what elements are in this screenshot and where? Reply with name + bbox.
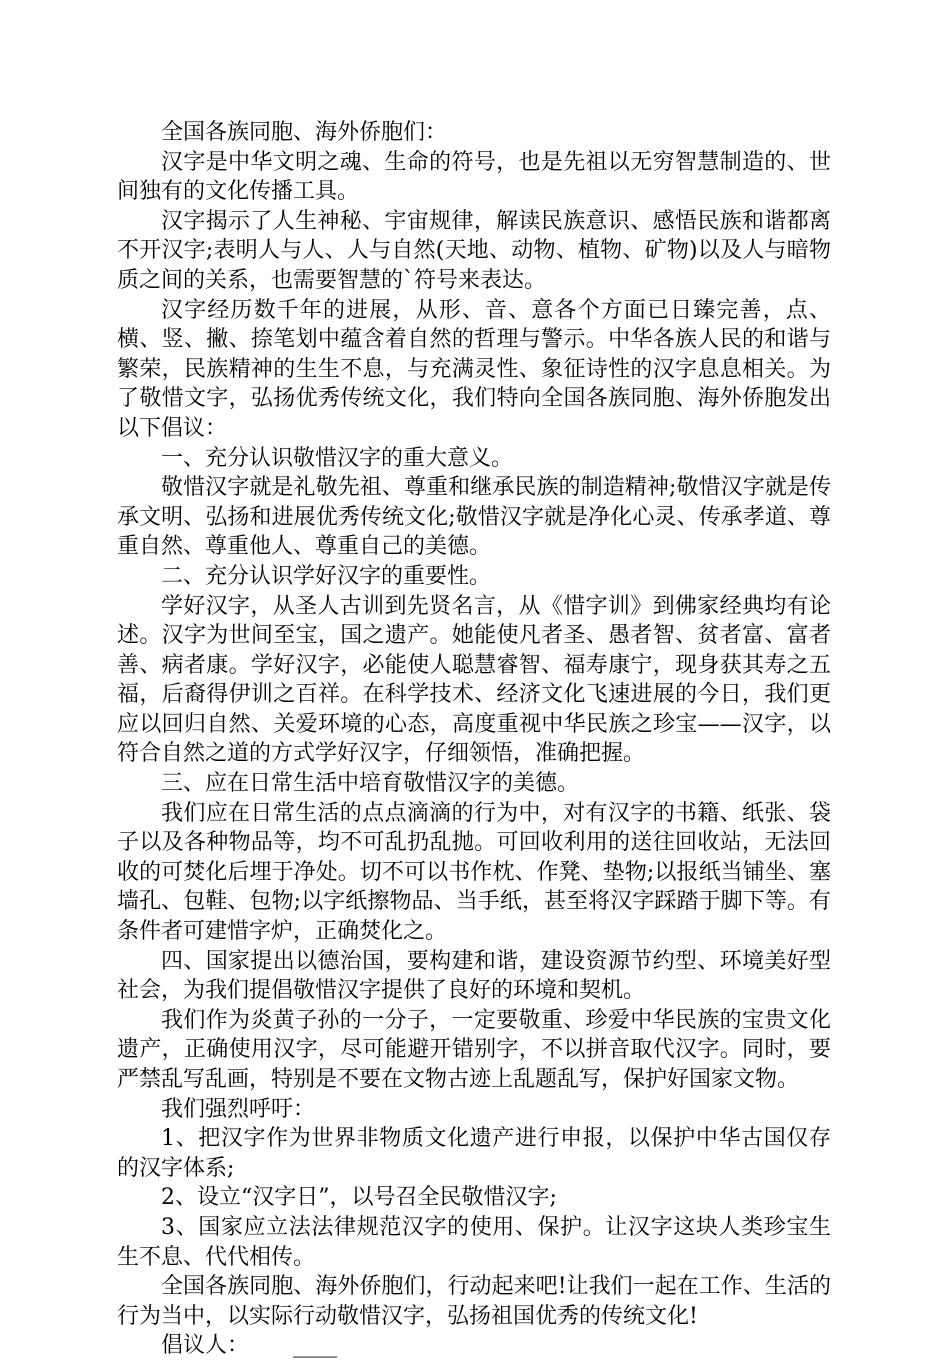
section-heading-2: 二、充分认识学好汉字的重要性。	[161, 563, 492, 589]
paragraph-4: 敬惜汉字就是礼敬先祖、尊重和继承民族的制造精神;敬惜汉字就是传承文明、弘扬和进展优秀传统文化;敬惜汉字就是净化心灵、传承孝道、尊重自然、尊重他人、尊重自己的美德。	[117, 475, 831, 560]
paragraph-1: 汉字是中华文明之魂、生命的符号，也是先祖以无穷智慧制造的、世间独有的文化传播工具。	[117, 149, 831, 205]
appeal-item-1: 1、把汉字作为世界非物质文化遗产进行申报，以保护中华古国仅存的汉字体系;	[117, 1126, 831, 1181]
signature-line	[117, 1331, 831, 1361]
section-heading-4: 四、国家提出以德治国，要构建和谐，建设资源节约型、环境美好型社会，为我们提倡敬惜汉字提供了良好的环境和契机。	[117, 948, 831, 1004]
document-body	[117, 118, 831, 1361]
greeting: 全国各族同胞、海外侨胞们：	[161, 120, 448, 145]
section-heading-3: 三、应在日常生活中培育敬惜汉字的美德。	[161, 771, 580, 797]
appeal-heading: 我们强烈呼吁：	[161, 1096, 316, 1122]
paragraph-2: 汉字揭示了人生神秘、宇宙规律，解读民族意识、感悟民族和谐都离不开汉字;表明人与人、人与自然(天地、动物、植物、矿物)以及人与暗物质之间的关系，也需要智慧的`符号来表达。	[117, 208, 831, 293]
paragraph-3: 汉字经历数千年的进展，从形、音、意各个方面已日臻完善，点、横、竖、撇、捺笔划中蕴含着自然的哲理与警示。中华各族人民的和谐与繁荣，民族精神的生生不息，与充满灵性、象征诗性的汉字息息相关。为了敬惜文字，弘扬优秀传统文化，我们特向全国各族同胞、海外侨胞发出以下倡议：	[117, 297, 831, 441]
appeal-item-3: 3、国家应立法法律规范汉字的使用、保护。让汉字这块人类珍宝生生不息、代代相传。	[117, 1214, 831, 1270]
paragraph-5: 学好汉字，从圣人古训到先贤名言，从《惜字训》到佛家经典均有论述。汉字为世间至宝，国之遗产。她能使凡者圣、愚者智、贫者富、富者善、病者康。学好汉字，必能使人聪慧睿智、福寿康宁，现身获其寿之五福，后裔得伊训之百祥。在科学技术、经济文化飞速进展的今日，我们更应以回归自然、关爱环境的心态，高度重视中华民族之珍宝——汉字，以符合自然之道的方式学好汉字，仔细领悟，准确把握。	[117, 593, 831, 767]
signature-label: 倡议人：	[161, 1333, 250, 1359]
appeal-item-2: 2、设立“汉字日”，以号召全民敬惜汉字;	[161, 1185, 557, 1211]
closing-paragraph: 全国各族同胞、海外侨胞们，行动起来吧!让我们一起在工作、生活的行为当中，以实际行动敬惜汉字，弘扬祖国优秀的传统文化!	[117, 1274, 831, 1329]
section-heading-1: 一、充分认识敬惜汉字的重大意义。	[161, 445, 514, 471]
paragraph-7: 我们作为炎黄子孙的一分子，一定要敬重、珍爱中华民族的宝贵文化遗产，正确使用汉字，尽可能避开错别字，不以拼音取代汉字。同时，要严禁乱写乱画，特别是不要在文物古迹上乱题乱写，保护好国家文物。	[117, 1007, 831, 1092]
signature-blank: ____	[293, 1333, 338, 1359]
paragraph-6: 我们应在日常生活的点点滴滴的行为中，对有汉字的书籍、纸张、袋子以及各种物品等，均不可乱扔乱抛。可回收利用的送往回收站，无法回收的可焚化后埋于净处。切不可以书作枕、作凳、垫物;以报纸当铺坐、塞墙孔、包鞋、包物;以字纸擦物品、当手纸，甚至将汉字踩踏于脚下等。有条件者可建惜字炉，正确焚化之。	[117, 800, 831, 945]
